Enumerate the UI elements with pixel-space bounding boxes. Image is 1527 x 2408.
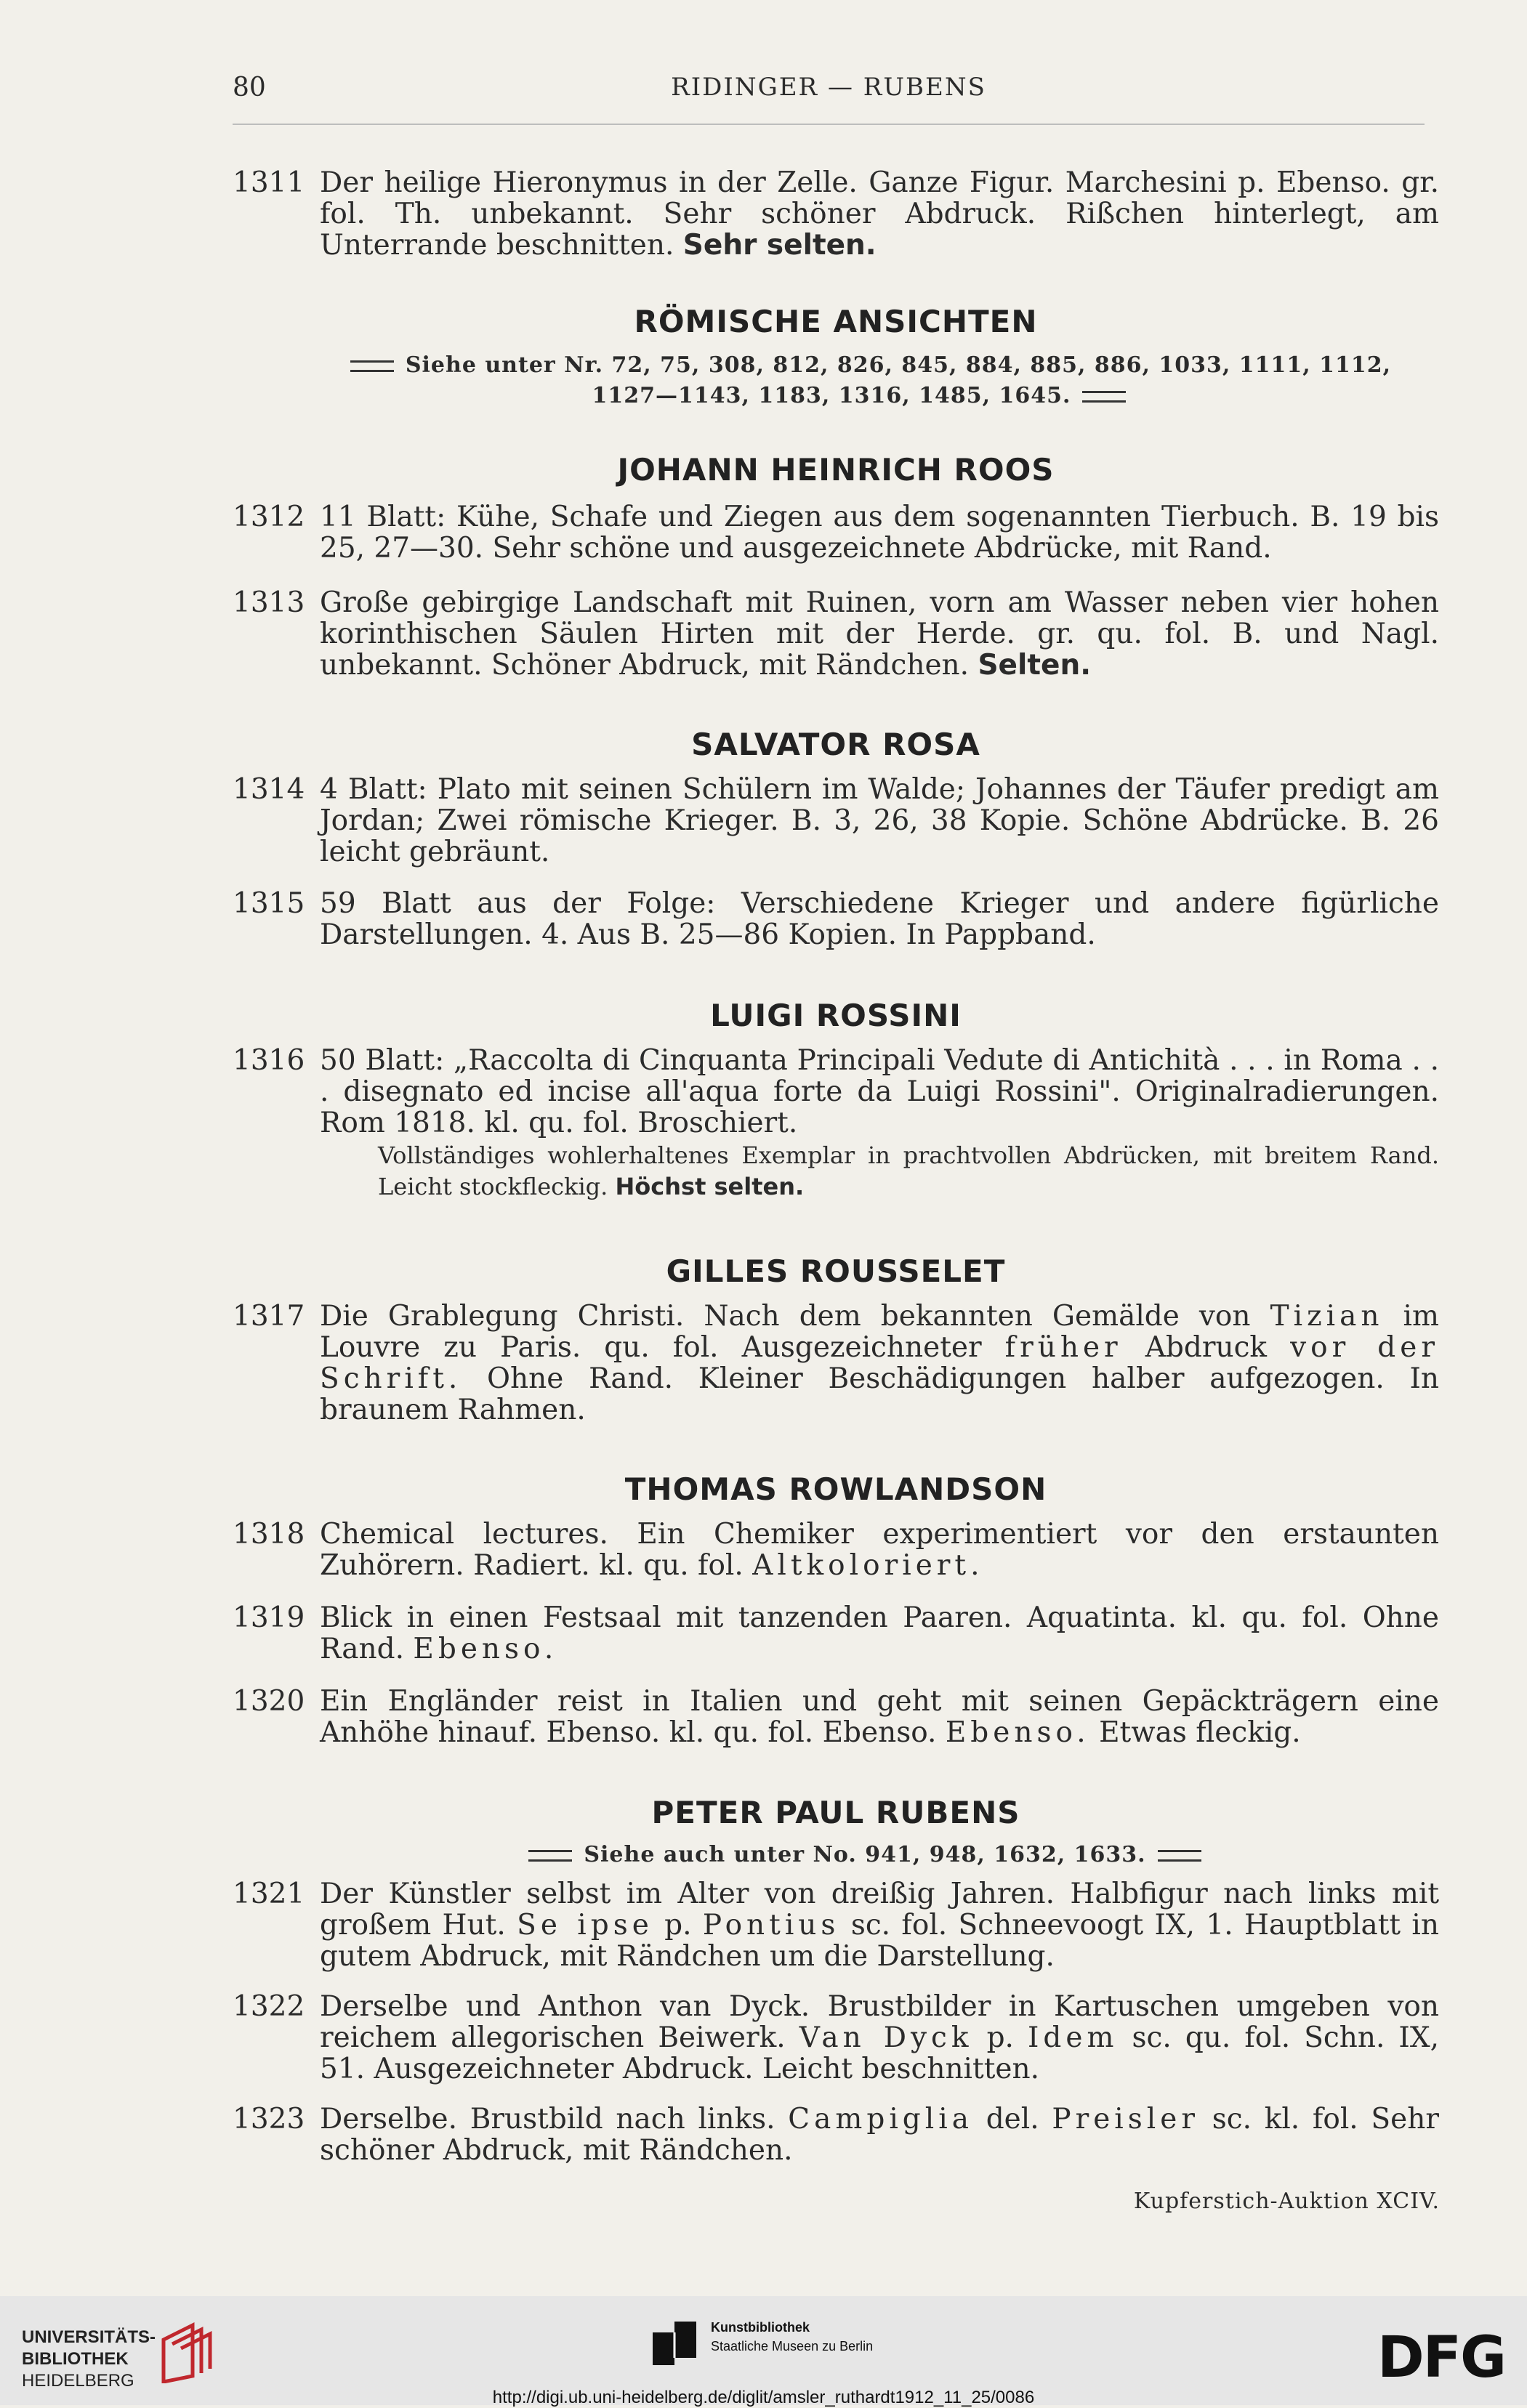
entry-number: 1315 — [233, 887, 305, 920]
entry-number: 1322 — [233, 1990, 305, 2023]
entry-text: 11 Blatt: Kühe, Schafe und Ziegen aus dem sogenannten Tierbuch. B. 19 bis 25, 27—30. Sehr schöne und ausgezeichnete Abdrücke, mit Rand. — [320, 501, 1439, 565]
entry-text: Derselbe. Brustbild nach links. Campiglia del. Preisler sc. kl. fol. Sehr schöner Abdruck, mit Rändchen. — [320, 2103, 1439, 2167]
entry-1316 — [233, 1045, 1439, 1203]
entry-text: Die Grablegung Christi. Nach dem bekannten Gemälde von Tizian im Louvre zu Paris. qu. fol. Ausgezeichneter früher Abdruck vor der Schrift. Ohne Rand. Kleiner Beschädigungen halber aufgezogen. In braunem Rahmen. — [320, 1300, 1439, 1426]
permalink-url[interactable]: http://digi.ub.uni-heidelberg.de/diglit/amsler_ruthardt1912_11_25/0086 — [492, 2388, 1035, 2407]
entry-text: Der heilige Hieronymus in der Zelle. Ganze Figur. Marchesini p. Ebenso. gr. fol. Th. unbekannt. Sehr schöner Abdruck. Rißchen hinterlegt, am Unterrande beschnitten. Sehr selten. — [320, 166, 1439, 262]
dfg-logo: DFG — [1377, 2325, 1505, 2391]
entry-1321 — [233, 1878, 1439, 1972]
double-rule-icon — [1158, 1850, 1201, 1862]
entry-number: 1321 — [233, 1878, 305, 1910]
entry-number: 1311 — [233, 166, 305, 199]
section-heading: SALVATOR ROSA — [691, 727, 980, 762]
digitization-footer-bar — [0, 2296, 1527, 2405]
entry-1317 — [233, 1301, 1439, 1426]
entry-number: 1323 — [233, 2103, 305, 2136]
double-rule-icon — [528, 1850, 572, 1862]
entry-1323 — [233, 2104, 1439, 2166]
entry-1315 — [233, 888, 1439, 950]
cross-reference: Siehe unter Nr. 72, 75, 308, 812, 826, 845, 884, 885, 886, 1033, 1111, 1112, 1127—1143, 1183, 1316, 1485, 1645. — [291, 350, 1439, 411]
section-heading: PETER PAUL RUBENS — [651, 1795, 1020, 1830]
section-heading: GILLES ROUSSELET — [666, 1253, 1006, 1289]
entry-1319 — [233, 1602, 1439, 1665]
section-heading: JOHANN HEINRICH ROOS — [617, 452, 1055, 488]
entry-1313 — [233, 587, 1439, 681]
entry-text: Chemical lectures. Ein Chemiker experimentiert vor den erstaunten Zuhörern. Radiert. kl. qu. fol. Altkoloriert. — [320, 1518, 1439, 1582]
page-header — [233, 73, 1425, 125]
section-heading: LUIGI ROSSINI — [710, 998, 962, 1033]
entry-text: Der Künstler selbst im Alter von dreißig Jahren. Halbfigur nach links mit großem Hut. Se ipse p. Pontius sc. fol. Schneevoogt IX, 1. Hauptblatt in gutem Abdruck, mit Rändchen um die Darstellung. — [320, 1878, 1439, 1973]
page-number: 80 — [233, 73, 266, 102]
entry-text: Derselbe und Anthon van Dyck. Brustbilder in Kartuschen umgeben von reichem allegorischen Beiwerk. Van Dyck p. Idem sc. qu. fol. Schn. IX, 51. Ausgezeichneter Abdruck. Leicht beschnitten. — [320, 1990, 1440, 2085]
entry-text: 59 Blatt aus der Folge: Verschiedene Krieger und andere figürliche Darstellungen. 4. Aus B. 25—86 Kopien. In Pappband. — [320, 887, 1439, 951]
catalogue-signature: Kupferstich-Auktion XCIV. — [1133, 2189, 1440, 2214]
entry-1311 — [233, 167, 1439, 261]
section-heading: RÖMISCHE ANSICHTEN — [634, 304, 1038, 339]
rarity-note: Selten. — [978, 649, 1092, 682]
entry-1312 — [233, 501, 1439, 564]
entry-1322 — [233, 1991, 1439, 2085]
entry-text: 50 Blatt: „Raccolta di Cinquanta Principali Vedute di Antichità . . . in Roma . . . disegnato ed incise all'aqua forte da Luigi Rossini". Originalradierungen. Rom 1818. kl. qu. fol. Broschiert. — [320, 1044, 1439, 1139]
entry-text: Blick in einen Festsaal mit tanzenden Paaren. Aquatinta. kl. qu. fol. Ohne Rand. Ebenso. — [320, 1601, 1439, 1665]
entry-number: 1317 — [233, 1300, 305, 1333]
cross-reference: Siehe auch unter No. 941, 948, 1632, 1633. — [291, 1840, 1439, 1870]
entry-number: 1314 — [233, 773, 305, 806]
ub-heidelberg-logo[interactable]: UNIVERSITÄTS- BIBLIOTHEK HEIDELBERG — [22, 2327, 156, 2391]
rarity-note: Höchst selten. — [615, 1173, 805, 1200]
section-heading: THOMAS ROWLANDSON — [624, 1471, 1047, 1507]
entry-number: 1313 — [233, 586, 305, 619]
rarity-note: Sehr selten. — [682, 229, 877, 262]
entry-number: 1312 — [233, 501, 305, 533]
kunstbibliothek-logo-icon — [649, 2318, 700, 2369]
entry-number: 1319 — [233, 1601, 305, 1634]
entry-text: Ein Engländer reist in Italien und geht mit seinen Gepäckträgern eine Anhöhe hinauf. Ebenso. kl. qu. fol. Ebenso. Ebenso. Etwas fleckig. — [320, 1685, 1439, 1749]
double-rule-icon — [350, 360, 394, 372]
library-book-icon — [156, 2318, 214, 2383]
kunstbibliothek-label: Kunstbibliothek Staatliche Museen zu Berlin — [711, 2320, 874, 2354]
entry-1314 — [233, 774, 1439, 868]
entry-1318 — [233, 1519, 1439, 1581]
entry-note: Vollständiges wohlerhaltenes Exemplar in prachtvollen Abdrücken, mit breitem Rand. Leicht stockfleckig. Höchst selten. — [378, 1142, 1439, 1200]
running-title: RIDINGER — RUBENS — [671, 73, 986, 102]
entry-number: 1320 — [233, 1685, 305, 1718]
entry-text: 4 Blatt: Plato mit seinen Schülern im Walde; Johannes der Täufer predigt am Jordan; Zwei römische Krieger. B. 3, 26, 38 Kopie. Schöne Abdrücke. B. 26 leicht gebräunt. — [320, 773, 1439, 868]
entry-text: Große gebirgige Landschaft mit Ruinen, vorn am Wasser neben vier hohen korinthischen Säulen Hirten mit der Herde. gr. qu. fol. B. und Nagl. unbekannt. Schöner Abdruck, mit Rändchen. Selten. — [320, 586, 1439, 682]
double-rule-icon — [1082, 391, 1126, 403]
entry-number: 1318 — [233, 1518, 305, 1551]
entry-1320 — [233, 1686, 1439, 1748]
entry-number: 1316 — [233, 1044, 305, 1077]
